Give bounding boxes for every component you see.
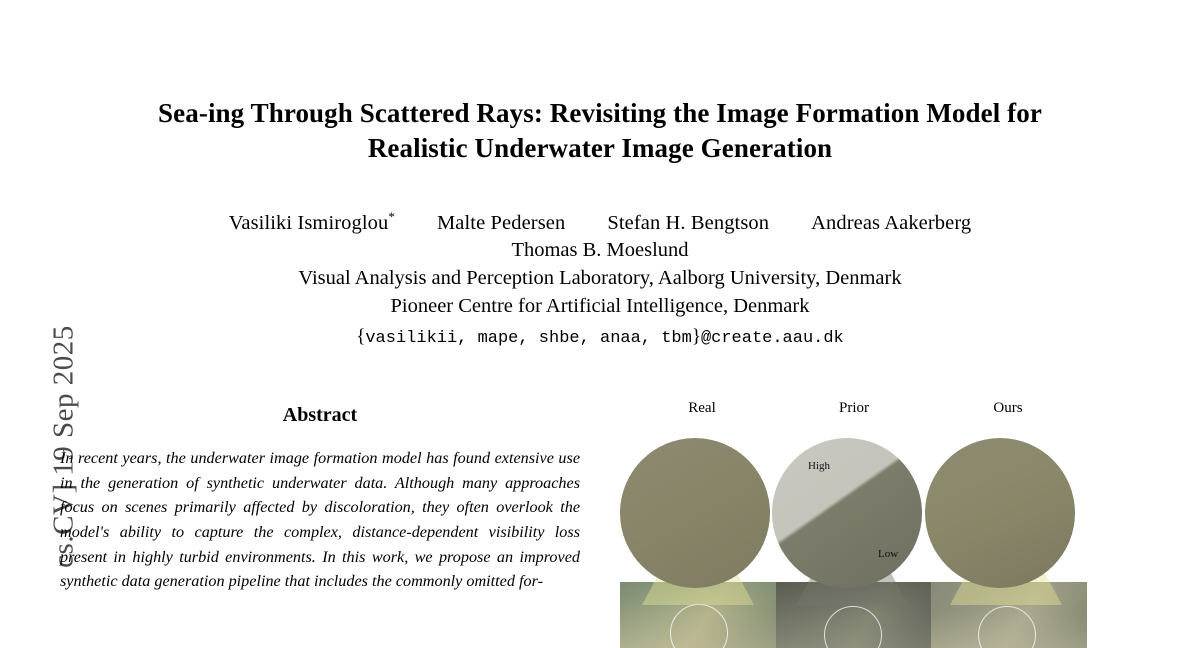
teaser-figure	[620, 400, 1087, 648]
figure-canvas	[620, 420, 1087, 648]
zoom-patch-real	[620, 438, 770, 588]
email-ids: vasilikii, mape, shbe, anaa, tbm	[365, 329, 692, 348]
page-title: Sea-ing Through Scattered Rays: Revisiting the Image Formation Model for Realistic Underwater Image Generation	[158, 98, 1042, 163]
annotation-high: High	[808, 460, 830, 472]
author-0	[229, 209, 395, 235]
zoom-patch-prior-pixels	[772, 438, 922, 588]
author-1	[437, 212, 565, 235]
email-close-brace: }	[691, 326, 701, 347]
zoom-patch-ours	[925, 438, 1075, 588]
figure-column-labels	[620, 400, 1087, 422]
annotation-low: Low	[878, 548, 899, 560]
author-0-name: Vasiliki Ismiroglou	[228, 211, 389, 234]
author-0-marker: *	[388, 209, 395, 224]
email-domain: @create.aau.dk	[700, 329, 844, 348]
zoom-patch-prior	[772, 438, 922, 588]
figure-label-real: Real	[688, 400, 716, 416]
arxiv-vertical-stamp: cs.CV] 19 Sep 2025	[47, 325, 80, 568]
author-3	[811, 212, 971, 235]
email-open-brace: {	[356, 326, 366, 347]
zoom-patch-real-pixels	[620, 438, 770, 588]
affiliation-secondary: Pioneer Centre for Artificial Intelligence, Denmark	[390, 295, 810, 317]
figure-label-prior: Prior	[839, 400, 869, 416]
affiliation-primary: Visual Analysis and Perception Laboratory, Aalborg University, Denmark	[298, 267, 902, 289]
author-list-line-2: Thomas B. Moeslund	[511, 239, 689, 261]
author-list-line-1	[110, 209, 1090, 235]
contact-email	[110, 326, 1090, 348]
abstract-heading: Abstract	[282, 404, 358, 426]
author-3-name: Andreas Aakerberg	[811, 211, 972, 234]
figure-label-ours: Ours	[993, 400, 1023, 416]
zoom-patch-ours-pixels	[925, 438, 1075, 588]
author-1-name: Malte Pedersen	[436, 211, 566, 234]
abstract-text: In recent years, the underwater image formation model has found extensive use in the generation of synthetic underwater data. Although many approaches focus on scenes primarily affected by discoloration, they often overlook the model's ability to capture the complex, distance-dependent visibility loss present in highly turbid environments. In this work, we propose an improved synthetic data generation pipeline that includes the commonly omitted for-	[60, 449, 580, 591]
author-2-name: Stefan H. Bengtson	[607, 211, 770, 234]
author-2	[607, 212, 769, 235]
